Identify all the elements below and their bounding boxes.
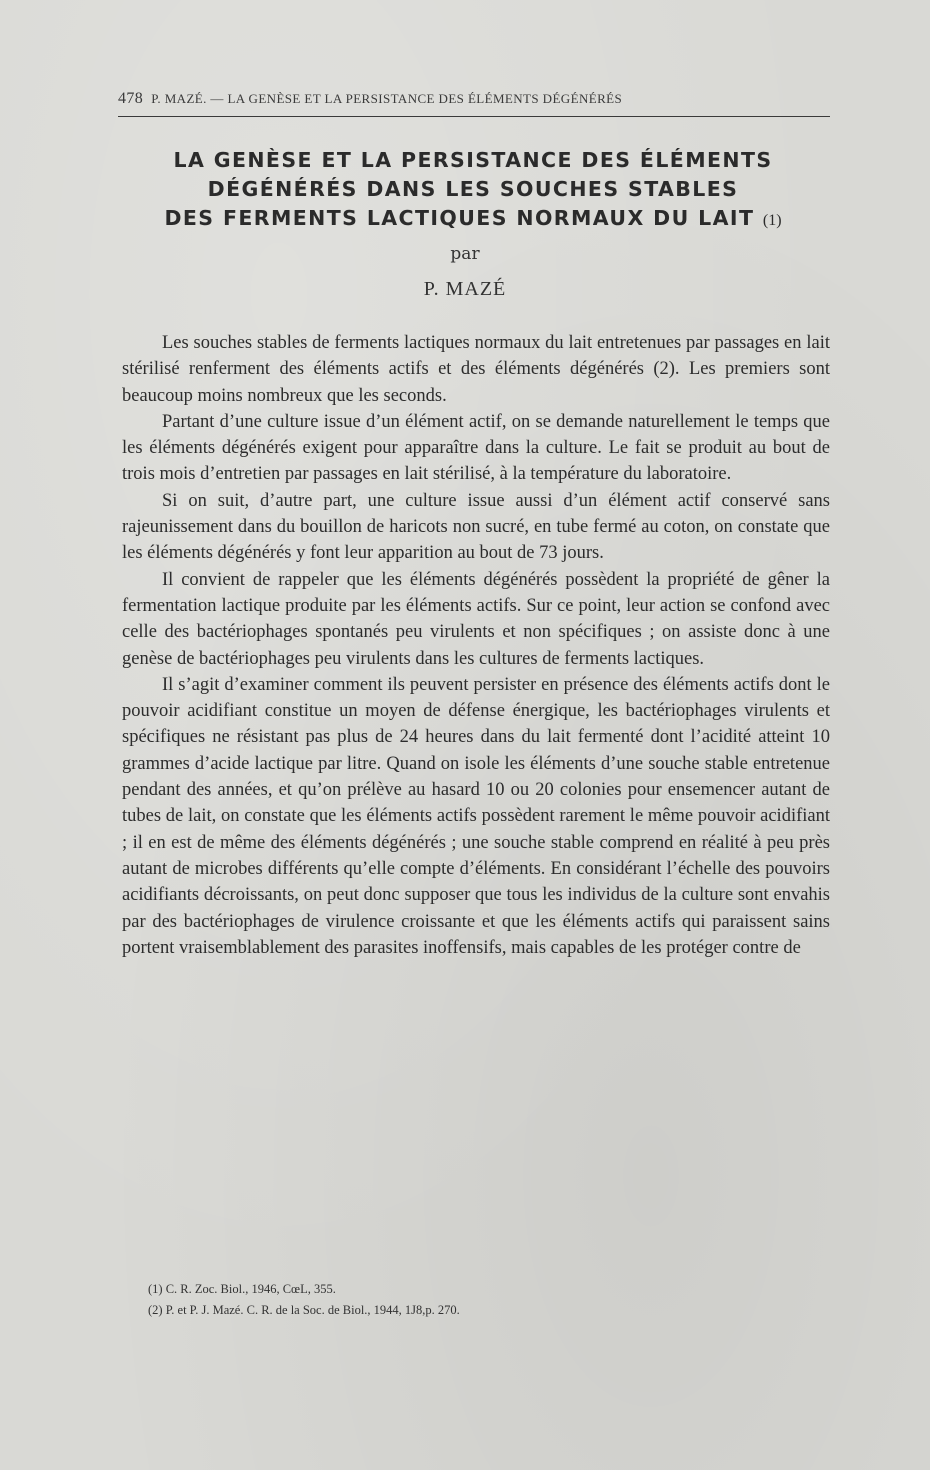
header-rule [118, 116, 830, 117]
paragraph: Partant d’une culture issue d’un élément actif, on se demande naturellement le temps que les éléments dégénérés exigent pour apparaître dans la culture. Le fait se produit au bout de trois mois d’entretien par passages en lait stérilisé, à la température du laboratoire. [122, 411, 830, 485]
title-line-2: DÉGÉNÉRÉS DANS LES SOUCHES STABLES [207, 177, 739, 201]
paragraph: Si on suit, d’autre part, une culture issue aussi d’un élément actif conservé sans rajeunissement dans du bouillon de haricots non sucré, en tube fermé au coton, on constate que les éléments dégénérés y font leur apparition au bout de 73 jours. [122, 490, 830, 564]
title-line-1: LA GENÈSE ET LA PERSISTANCE DES ÉLÉMENTS [173, 148, 773, 172]
title-footnote-ref: (1) [762, 212, 782, 229]
running-title: P. MAZÉ. — LA GENÈSE ET LA PERSISTANCE DES ÉLÉMENTS DÉGÉNÉRÉS [151, 91, 623, 106]
footnote-2: (2) P. et P. J. Mazé. C. R. de la Soc. de Biol., 1944, 1J8,p. 270. [148, 1303, 460, 1317]
running-head [118, 90, 830, 108]
paragraph: Il s’agit d’examiner comment ils peuvent persister en présence des éléments actifs dont le pouvoir acidifiant constitue un moyen de défense énergique, les bactériophages virulents et spécifiques ne résistant pas plus de 24 heures dans du lait fermenté dont l’acidité atteint 10 grammes d’acide lactique par litre. Quand on isole les éléments d’une souche stable entretenue pendant des années, et qu’on prélève au hasard 10 ou 20 colonies pour ensemencer autant de tubes de lait, on constate que les éléments actifs possèdent rarement le même pouvoir acidifiant ; il en est de même des éléments dégénérés ; une souche stable comprend en réalité à peu près autant de microbes différents qu’elle compte d’éléments. En considérant l’échelle des pouvoirs acidifiants décroissants, on peut donc supposer que tous les individus de la culture sont envahis par des bactériophages de virulence croissante et que les éléments actifs qui paraissent sains portent vraisemblablement des parasites inoffensifs, mais capables de les protéger contre de [122, 674, 830, 958]
page-number: 478 [118, 90, 144, 107]
article-title [100, 146, 846, 235]
footnote-1: (1) C. R. Zoc. Biol., 1946, CœL, 355. [148, 1282, 336, 1296]
paragraph: Les souches stables de ferments lactiques normaux du lait entretenues par passages en lait stérilisé renferment des éléments actifs et des éléments dégénérés (2). Les premiers sont beaucoup moins nombreux que les seconds. [122, 333, 830, 406]
article-body [122, 330, 830, 961]
footnotes [148, 1279, 848, 1321]
title-line-3-text: DES FERMENTS LACTIQUES NORMAUX DU LAIT [164, 206, 755, 230]
paragraph: Il convient de rappeler que les éléments dégénérés possèdent la propriété de gêner la fermentation lactique produite par les éléments actifs. Sur ce point, leur action se confond avec celle des bactériophages spontanés peu virulents et non spécifiques ; on assiste donc à une genèse de bactériophages peu virulents dans les cultures de ferments lactiques. [122, 569, 830, 669]
byline-par: par [450, 244, 480, 264]
title-line-3 [100, 204, 846, 235]
author-name: P. MAZÉ [423, 278, 507, 300]
